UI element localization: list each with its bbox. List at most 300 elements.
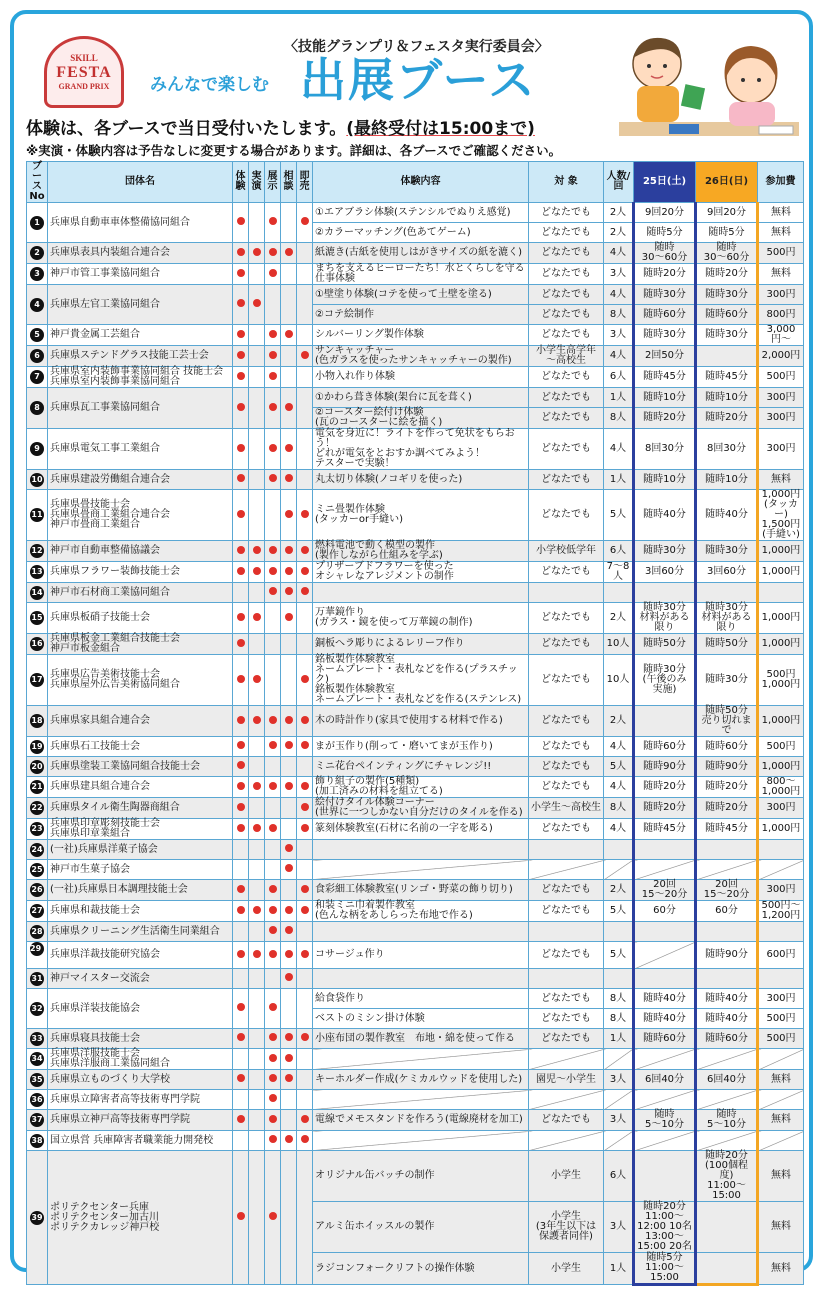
day2-schedule-cell — [696, 860, 758, 880]
experience-mark — [237, 1212, 245, 1220]
activity-text: オシャレなアレジメントの制作 — [315, 571, 454, 582]
exhibit-mark-cell — [265, 969, 281, 989]
notice-text: ※実演・体験内容は予告なしに変更する場合があります。詳細は、各ブースでご確認ください。 — [26, 143, 562, 158]
day1-time: 随時45分 — [643, 823, 686, 834]
fee-cell — [758, 1049, 804, 1070]
day1-time: 11:00〜12:00 10名 — [637, 1211, 692, 1232]
consult-mark-cell — [281, 880, 297, 901]
organization-name: 兵庫県立ものづくり大学校 — [50, 1073, 170, 1085]
demo-mark-cell — [249, 634, 265, 655]
day2-time: 随時50分 — [705, 705, 748, 716]
activity-text: サンキャッチャー — [315, 345, 395, 356]
header — [14, 14, 809, 122]
col-header-no: ブースNo — [27, 162, 48, 203]
day2-schedule-cell — [696, 285, 758, 305]
col-header-org: 団体名 — [48, 162, 233, 203]
day1-time: 60分 — [653, 905, 676, 916]
organization-name: 兵庫県印章彫刻技能士会 — [50, 818, 160, 829]
organization-cell — [48, 325, 233, 346]
consult-mark — [285, 613, 293, 621]
activity-text: ①かわら葺き体験(架台に瓦を葺く) — [315, 391, 472, 403]
day2-time: 随時45分 — [705, 823, 748, 834]
experience-mark — [237, 474, 245, 482]
sale-mark-cell — [297, 634, 313, 655]
organization-name: ポリテクセンター兵庫 — [50, 1201, 149, 1213]
count-cell: 4人 — [604, 285, 634, 305]
fee-cell — [758, 706, 804, 737]
activity-text: 紙漉き(古紙を使用しはがきサイズの紙を漉く) — [315, 247, 523, 258]
fee-text: 300円 — [766, 802, 796, 813]
fee-cell — [758, 777, 804, 798]
audience-cell — [529, 1090, 604, 1110]
day2-schedule-cell — [696, 583, 758, 603]
day1-schedule-cell — [634, 541, 696, 562]
col-header-consult: 相談 — [281, 162, 297, 203]
exhibit-mark — [269, 716, 277, 724]
day1-schedule-cell — [634, 1090, 696, 1110]
consult-mark-cell — [281, 989, 297, 1029]
audience-cell — [529, 901, 604, 922]
consult-mark-cell — [281, 1070, 297, 1090]
day1-schedule-cell — [634, 655, 696, 706]
sale-mark — [301, 906, 309, 914]
exhibit-mark — [269, 1003, 277, 1011]
organization-name: 神戸市自動車整備協議会 — [50, 545, 160, 556]
fee-text: 1,000円 — [761, 760, 801, 772]
consult-mark — [285, 1074, 293, 1082]
activity-text: (タッカーor手縫い) — [315, 514, 404, 525]
demo-mark-cell — [249, 969, 265, 989]
exhibit-mark — [269, 885, 277, 893]
organization-cell — [48, 470, 233, 490]
day2-time: 随時30分 — [705, 329, 748, 340]
experience-mark-cell — [233, 819, 249, 840]
experience-mark-cell — [233, 388, 249, 429]
day2-schedule-cell — [696, 429, 758, 470]
experience-mark-cell — [233, 901, 249, 922]
activity-cell — [313, 470, 529, 490]
activity-text: テスターで実験！ — [315, 458, 395, 469]
activity-text: 食彩細工体験教室(リンゴ・野菜の飾り切り) — [315, 884, 513, 895]
booth-row — [27, 706, 804, 737]
sale-mark-cell — [297, 1090, 313, 1110]
sale-mark-cell — [297, 901, 313, 922]
fee-cell — [758, 1131, 804, 1151]
day2-time: 9回20分 — [706, 206, 747, 218]
fee-text: 300円 — [766, 443, 796, 454]
demo-mark-cell — [249, 470, 265, 490]
exhibit-mark — [269, 444, 277, 452]
audience-text: どなたでも — [541, 473, 591, 485]
organization-name: 兵庫県電気工事工業組合 — [50, 443, 160, 454]
fee-text: 1,000円 — [761, 786, 801, 797]
demo-mark — [253, 716, 261, 724]
booth-number-badge: 27 — [30, 904, 44, 918]
sale-mark-cell — [297, 777, 313, 798]
booth-row — [27, 655, 804, 706]
fee-text: 1,000円 — [761, 679, 801, 690]
sale-mark — [301, 803, 309, 811]
experience-mark — [237, 403, 245, 411]
sale-mark-cell — [297, 989, 313, 1029]
fee-cell — [758, 603, 804, 634]
activity-cell — [313, 777, 529, 798]
sale-mark-cell — [297, 860, 313, 880]
exhibit-mark — [269, 824, 277, 832]
fee-cell — [758, 562, 804, 583]
day1-schedule-cell — [634, 470, 696, 490]
exhibit-mark-cell — [265, 655, 281, 706]
organization-cell — [48, 1090, 233, 1110]
fee-cell — [758, 541, 804, 562]
demo-mark-cell — [249, 1151, 265, 1285]
activity-text: オリジナル缶バッチの制作 — [315, 1170, 435, 1181]
consult-mark — [285, 444, 293, 452]
consult-mark-cell — [281, 1090, 297, 1110]
activity-text: どれが電気をとおすか調べてみよう！ — [315, 448, 485, 459]
booth-row — [27, 243, 804, 264]
day1-schedule-cell — [634, 880, 696, 901]
audience-cell — [529, 1110, 604, 1131]
consult-mark-cell — [281, 1110, 297, 1131]
sale-mark-cell — [297, 429, 313, 470]
consult-mark-cell — [281, 819, 297, 840]
fee-cell — [758, 470, 804, 490]
day2-schedule-cell — [696, 922, 758, 942]
day2-schedule-cell — [696, 408, 758, 429]
sale-mark — [301, 1135, 309, 1143]
booth-row — [27, 922, 804, 942]
demo-mark-cell — [249, 840, 265, 860]
booth-row — [27, 264, 804, 285]
audience-cell — [529, 223, 604, 243]
exhibit-mark-cell — [265, 989, 281, 1029]
exhibit-mark-cell — [265, 541, 281, 562]
organization-cell — [48, 798, 233, 819]
col-header-experience: 体験 — [233, 162, 249, 203]
day2-time: 随時45分 — [705, 371, 748, 382]
day2-time: 随時20分 — [705, 268, 748, 279]
audience-cell — [529, 562, 604, 583]
organization-cell — [48, 757, 233, 777]
organization-name: 兵庫県洋服技能士会 — [50, 1048, 140, 1059]
day1-schedule-cell — [634, 1029, 696, 1049]
organization-cell — [48, 541, 233, 562]
audience-text: (3年生以下は — [535, 1221, 597, 1232]
day1-schedule-cell — [634, 388, 696, 408]
organization-name: 神戸市管工事業協同組合 — [50, 268, 160, 279]
experience-mark-cell — [233, 490, 249, 541]
fee-cell — [758, 969, 804, 989]
organization-cell — [48, 203, 233, 243]
count-cell: 5人 — [604, 490, 634, 541]
sale-mark-cell — [297, 922, 313, 942]
audience-text: どなたでも — [541, 1114, 591, 1125]
day1-time: 材料がある限り — [639, 612, 690, 633]
count-cell: 3人 — [604, 1202, 634, 1253]
activity-cell — [313, 264, 529, 285]
activity-text: ネームプレート・表札などを作る(プラスチック) — [315, 664, 518, 685]
count-cell — [604, 1131, 634, 1151]
day1-schedule-cell — [634, 634, 696, 655]
fee-cell — [758, 367, 804, 388]
exhibit-mark-cell — [265, 1131, 281, 1151]
activity-text: コサージュ作り — [315, 949, 385, 960]
organization-cell — [48, 634, 233, 655]
col-header-activity: 体験内容 — [313, 162, 529, 203]
count-cell: 3人 — [604, 1110, 634, 1131]
organization-name: 兵庫県洋服商工業協同組合 — [50, 1058, 170, 1069]
audience-text: どなたでも — [541, 740, 591, 752]
day1-time: 随時40分 — [643, 509, 686, 520]
sale-mark — [301, 782, 309, 790]
activity-cell — [313, 285, 529, 305]
audience-cell — [529, 305, 604, 325]
sale-mark-cell — [297, 243, 313, 264]
day2-schedule-cell — [696, 1202, 758, 1253]
exhibit-mark-cell — [265, 470, 281, 490]
sale-mark-cell — [297, 1070, 313, 1090]
sale-mark — [301, 567, 309, 575]
day1-schedule-cell — [634, 223, 696, 243]
audience-text: どなたでも — [541, 781, 591, 792]
consult-mark-cell — [281, 777, 297, 798]
booth-row — [27, 583, 804, 603]
experience-mark-cell — [233, 1131, 249, 1151]
day2-schedule-cell — [696, 798, 758, 819]
booth-row — [27, 737, 804, 757]
experience-mark-cell — [233, 942, 249, 969]
count-cell: 1人 — [604, 1029, 634, 1049]
audience-text: どなたでも — [541, 288, 591, 300]
fee-text: 1,000円 — [761, 489, 801, 500]
booth-number-cell — [27, 777, 48, 798]
fee-cell — [758, 243, 804, 264]
day1-time: 随時20分 — [643, 412, 686, 423]
festa-logo — [44, 36, 124, 108]
exhibit-mark — [269, 741, 277, 749]
organization-name: 兵庫県建具組合連合会 — [50, 781, 150, 792]
audience-text: どなたでも — [541, 905, 591, 916]
booth-number-cell — [27, 541, 48, 562]
organization-name: 兵庫県洋裁技能研究協会 — [50, 949, 160, 960]
booth-number-badge: 39 — [30, 1211, 44, 1225]
audience-text: どなたでも — [541, 443, 591, 454]
sale-mark-cell — [297, 490, 313, 541]
audience-cell — [529, 325, 604, 346]
organization-name: 兵庫県瓦工事業協同組合 — [50, 402, 160, 413]
fee-text: 500円〜 — [761, 900, 801, 911]
organization-cell — [48, 922, 233, 942]
organization-cell — [48, 243, 233, 264]
activity-cell — [313, 989, 529, 1009]
day2-schedule-cell — [696, 490, 758, 541]
experience-mark-cell — [233, 470, 249, 490]
day2-time: 11:00〜15:00 — [707, 1180, 746, 1201]
experience-mark-cell — [233, 541, 249, 562]
demo-mark-cell — [249, 1029, 265, 1049]
experience-mark-cell — [233, 969, 249, 989]
booth-number-badge: 14 — [30, 586, 44, 600]
consult-mark-cell — [281, 346, 297, 367]
booth-number-badge: 32 — [30, 1002, 44, 1016]
consult-mark-cell — [281, 429, 297, 470]
experience-mark-cell — [233, 285, 249, 325]
count-cell — [604, 583, 634, 603]
demo-mark-cell — [249, 942, 265, 969]
activity-cell — [313, 860, 529, 880]
experience-mark — [237, 546, 245, 554]
organization-name: 神戸貴金属工芸組合 — [50, 329, 140, 340]
audience-cell — [529, 243, 604, 264]
day1-time: 20回 — [653, 879, 676, 890]
booth-row — [27, 1029, 804, 1049]
audience-text: 園児〜小学生 — [536, 1073, 596, 1085]
activity-cell — [313, 1151, 529, 1202]
day1-time: 実施) — [652, 684, 677, 695]
day1-time: 随時30分 — [643, 545, 686, 556]
fee-text: 300円 — [766, 992, 796, 1004]
organization-cell — [48, 346, 233, 367]
fee-text: 300円 — [766, 884, 796, 895]
experience-mark-cell — [233, 798, 249, 819]
audience-cell — [529, 470, 604, 490]
activity-cell — [313, 922, 529, 942]
count-cell: 8人 — [604, 989, 634, 1009]
booth-number-badge: 8 — [30, 401, 44, 415]
organization-name: 兵庫県畳商工業組合連合会 — [50, 509, 170, 520]
day2-time: 8回30分 — [706, 443, 747, 454]
fee-cell — [758, 264, 804, 285]
booth-number-cell — [27, 922, 48, 942]
activity-text: 銅板へラ彫りによるレリーフ作り — [315, 638, 465, 649]
fee-cell — [758, 388, 804, 408]
day2-schedule-cell — [696, 1009, 758, 1029]
experience-mark-cell — [233, 1090, 249, 1110]
demo-mark-cell — [249, 367, 265, 388]
exhibit-mark — [269, 1054, 277, 1062]
activity-cell — [313, 388, 529, 408]
exhibit-mark-cell — [265, 819, 281, 840]
sale-mark-cell — [297, 1049, 313, 1070]
day1-time: 随時 — [654, 242, 675, 253]
activity-text: ②コースター絵付け体験 — [315, 407, 424, 418]
activity-text: ②カラーマッチング(色あてゲーム) — [315, 226, 471, 238]
day2-schedule-cell — [696, 942, 758, 969]
activity-cell — [313, 1070, 529, 1090]
fee-cell — [758, 942, 804, 969]
experience-mark — [237, 782, 245, 790]
sale-mark-cell — [297, 1110, 313, 1131]
sale-mark-cell — [297, 285, 313, 325]
day1-time: 随時60分 — [643, 1032, 686, 1044]
fee-text: 1,000円 — [761, 715, 801, 726]
activity-cell — [313, 1110, 529, 1131]
activity-cell — [313, 603, 529, 634]
experience-mark-cell — [233, 429, 249, 470]
day1-time: 8回30分 — [644, 443, 685, 454]
day2-schedule-cell — [696, 1070, 758, 1090]
day1-schedule-cell — [634, 777, 696, 798]
activity-text: アルミ缶ホイッスルの製作 — [315, 1221, 435, 1232]
audience-text: どなたでも — [541, 760, 591, 772]
exhibit-mark — [269, 330, 277, 338]
booth-number-cell — [27, 1090, 48, 1110]
organization-name: 兵庫県左官工業協同組合 — [50, 298, 160, 310]
count-cell — [604, 1049, 634, 1070]
booth-number-badge: 6 — [30, 349, 44, 363]
booth-row — [27, 325, 804, 346]
tagline: みんなで楽しむ — [150, 75, 269, 95]
day2-schedule-cell — [696, 1110, 758, 1131]
col-header-day1: 25日(土) — [634, 162, 696, 203]
activity-text: (瓦のコースターに絵を描く) — [315, 417, 443, 428]
day2-time: 随時30分 — [705, 545, 748, 556]
organization-cell — [48, 1110, 233, 1131]
exhibit-mark-cell — [265, 1070, 281, 1090]
day2-schedule-cell — [696, 1131, 758, 1151]
day1-schedule-cell — [634, 325, 696, 346]
booth-number-badge: 2 — [30, 246, 44, 260]
experience-mark-cell — [233, 777, 249, 798]
audience-cell — [529, 285, 604, 305]
organization-cell — [48, 706, 233, 737]
fee-text: 500円 — [766, 669, 796, 680]
audience-text: どなたでも — [541, 674, 591, 685]
day1-time: 随時20分 — [643, 268, 686, 279]
audience-cell — [529, 408, 604, 429]
consult-mark-cell — [281, 860, 297, 880]
experience-mark-cell — [233, 325, 249, 346]
organization-name: 兵庫県フラワー装飾技能士会 — [50, 566, 180, 577]
sale-mark-cell — [297, 1131, 313, 1151]
consult-mark-cell — [281, 737, 297, 757]
demo-mark-cell — [249, 901, 265, 922]
sale-mark-cell — [297, 880, 313, 901]
consult-mark-cell — [281, 1131, 297, 1151]
count-cell: 3人 — [604, 1070, 634, 1090]
sale-mark — [301, 741, 309, 749]
experience-mark-cell — [233, 583, 249, 603]
audience-text: 小学生 — [551, 1170, 581, 1181]
organization-cell — [48, 880, 233, 901]
organization-name: 神戸市生菓子協会 — [50, 863, 130, 875]
day2-time: 随時40分 — [705, 1012, 748, 1024]
day1-schedule-cell — [634, 367, 696, 388]
booth-number-cell — [27, 325, 48, 346]
booth-number-cell — [27, 757, 48, 777]
consult-mark-cell — [281, 388, 297, 429]
day1-schedule-cell — [634, 346, 696, 367]
booth-number-cell — [27, 969, 48, 989]
booth-number-cell — [27, 367, 48, 388]
audience-cell — [529, 346, 604, 367]
day2-schedule-cell — [696, 325, 758, 346]
activity-text: シルバーリング製作体験 — [315, 329, 424, 340]
booth-number-badge: 17 — [30, 673, 44, 687]
organization-name: 神戸市石材商工業協同組合 — [50, 586, 170, 598]
day2-schedule-cell — [696, 367, 758, 388]
sale-mark-cell — [297, 655, 313, 706]
sale-mark — [301, 351, 309, 359]
experience-mark — [237, 330, 245, 338]
day1-time: 随時45分 — [643, 371, 686, 382]
audience-text: どなたでも — [541, 247, 591, 258]
consult-mark-cell — [281, 901, 297, 922]
organization-name: 兵庫県表具内装組合連合会 — [50, 247, 170, 258]
exhibit-mark — [269, 1074, 277, 1082]
booth-number-cell — [27, 562, 48, 583]
